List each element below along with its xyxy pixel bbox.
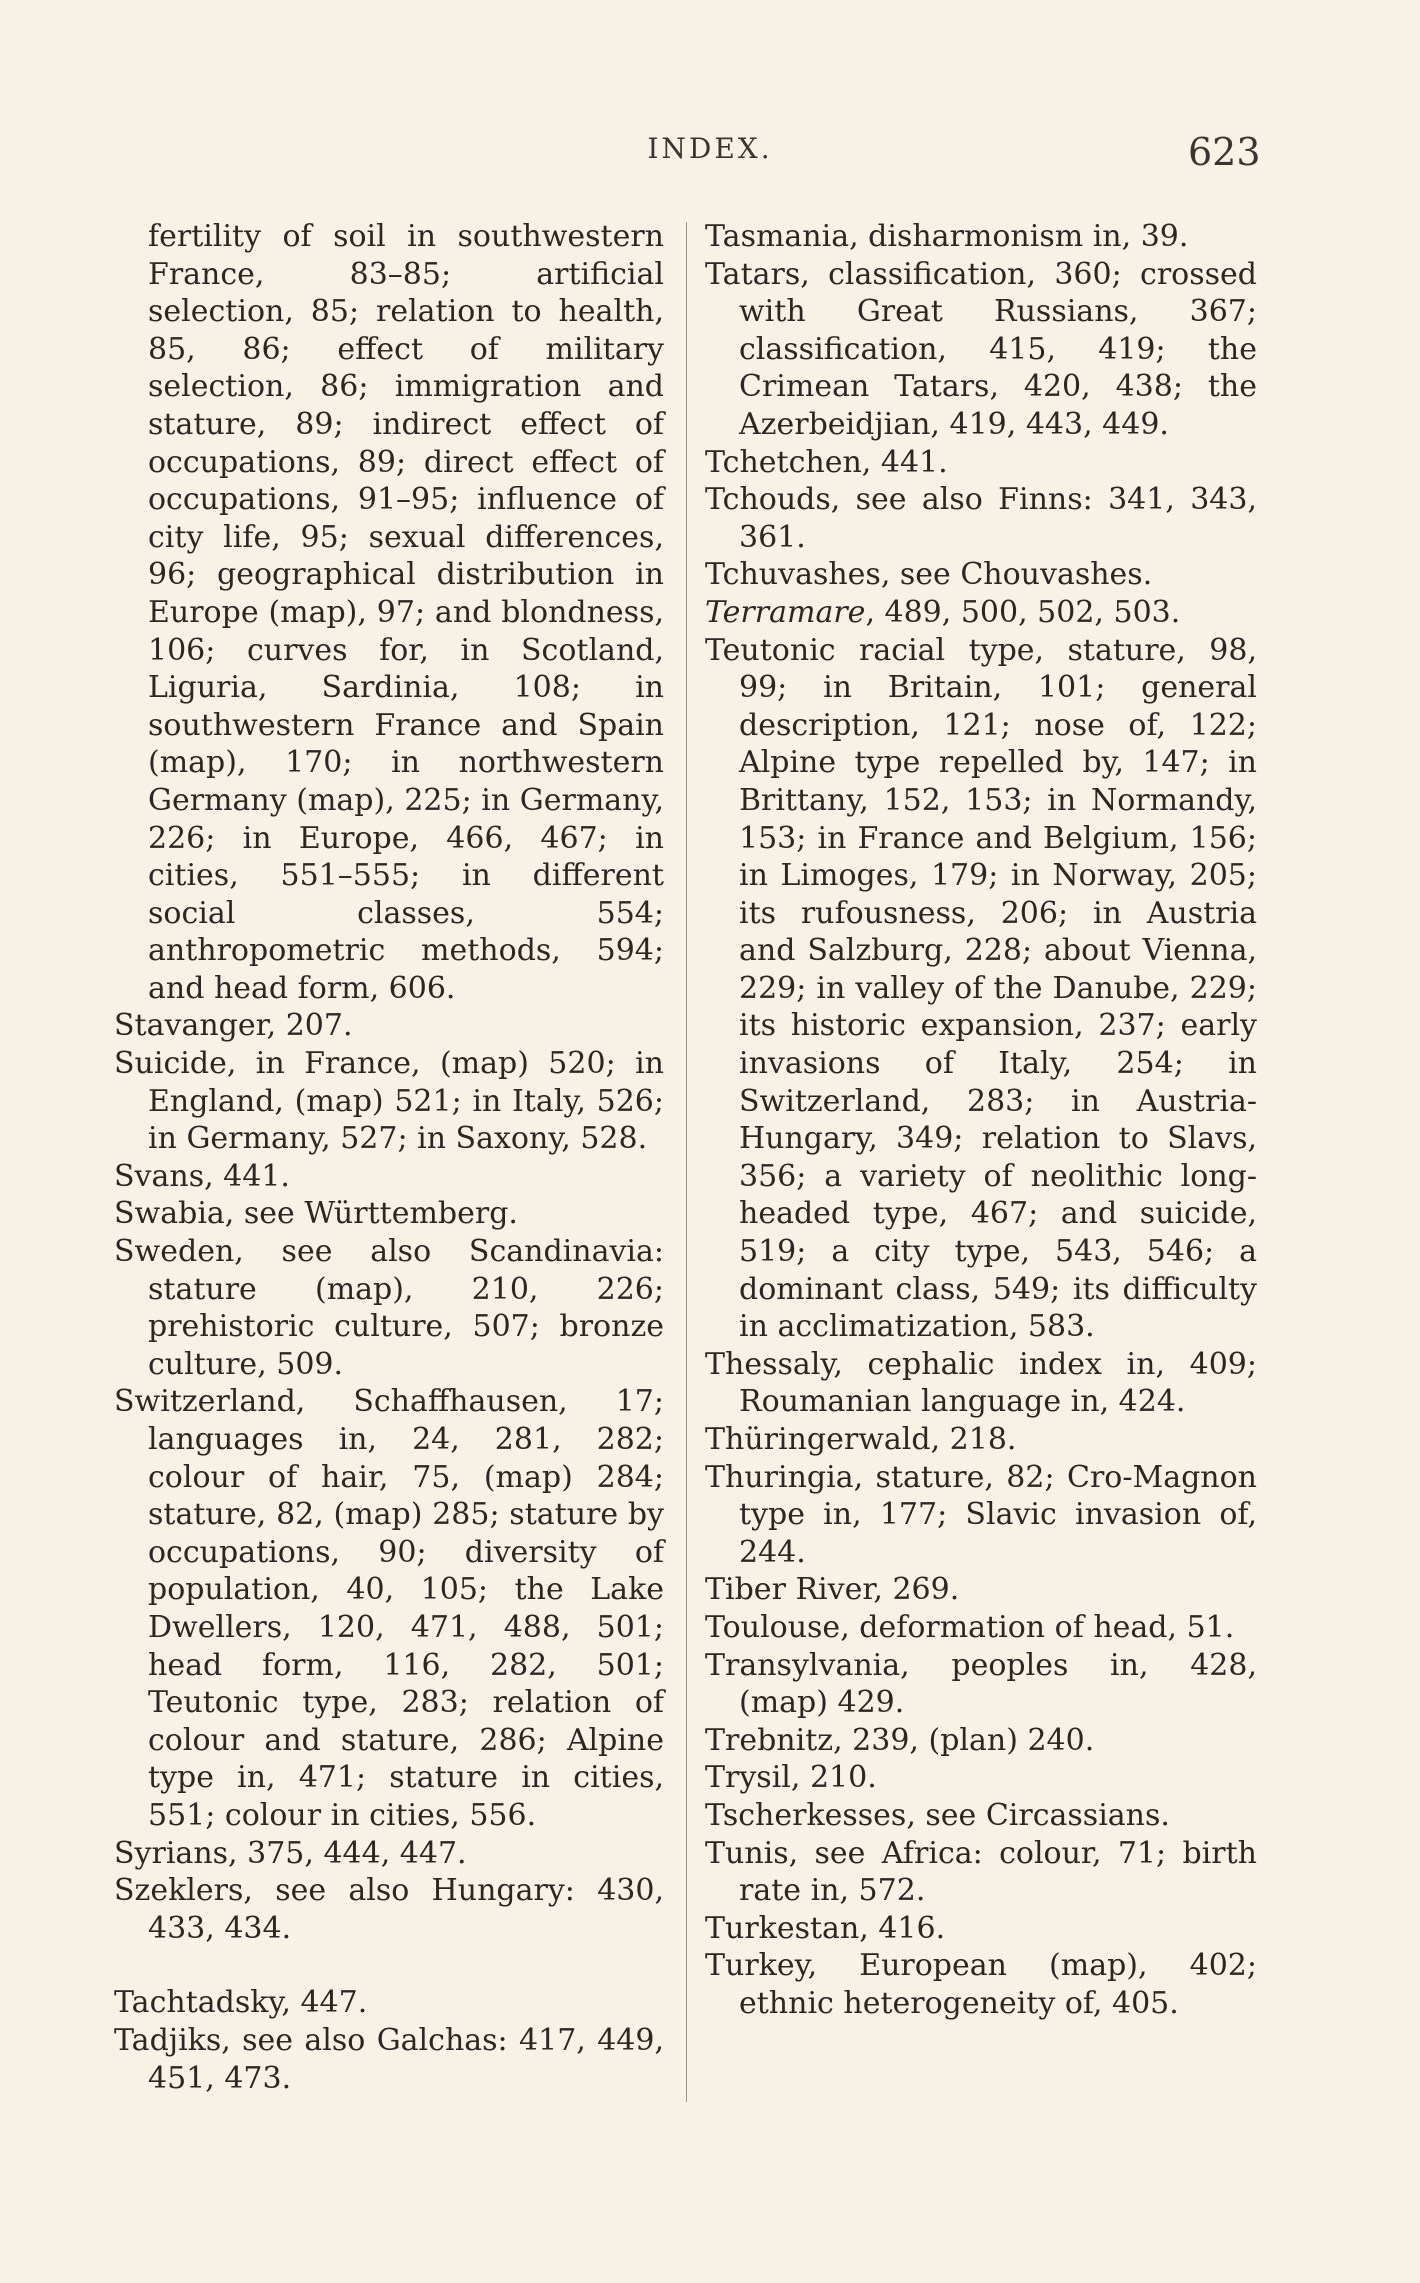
index-entry: Szeklers, see also Hungary: 430, 433, 434. (114, 1873, 664, 1946)
page-number: 623 (1188, 130, 1261, 174)
index-entry: Tatars, classification, 360; crossed with Great Russians, 367; classification, 415, 419; the Crimean Tatars, 420, 438; the Azerbeidjian, 419, 443, 449. (705, 256, 1257, 442)
index-entry: Syrians, 375, 444, 447. (114, 1835, 467, 1871)
index-entry: Suicide, in France, (map) 520; in England, (map) 521; in Italy, 526; in Germany, 527; in Saxony, 528. (114, 1046, 664, 1157)
index-entry: Trysil, 210. (705, 1760, 877, 1796)
index-entry: Tscherkesses, see Circassians. (705, 1797, 1170, 1833)
index-entry: Tchetchen, 441. (705, 444, 948, 480)
index-entry: Toulouse, deformation of head, 51. (705, 1609, 1235, 1645)
index-entry: Tadjiks, see also Galchas: 417, 449, 451, 473. (114, 2022, 664, 2096)
index-column-right (705, 218, 1257, 2023)
index-entry: Thessaly, cephalic index in, 409; Roumanian language in, 424. (705, 1346, 1257, 1420)
index-entry: Tchouds, see also Finns: 341, 343, 361. (705, 482, 1257, 555)
index-entry: Tachtadsky, 447. (114, 1985, 368, 2021)
index-entry: Transylvania, peoples in, 428, (map) 429. (705, 1647, 1257, 1721)
index-entry: Tiber River, 269. (705, 1572, 960, 1608)
index-entry: Swabia, see Württemberg. (114, 1196, 518, 1232)
index-entry: Trebnitz, 239, (plan) 240. (705, 1722, 1095, 1758)
index-entry: Switzerland, Schaffhausen, 17; languages in, 24, 281, 282; colour of hair, 75, (map) 284; stature, 82, (map) 285; stature by occupations, 90; diversity of population, 40, 105; the Lake Dwellers, 120, 471, 488, 501; head form, 116, 282, 501; Teutonic type, 283; relation of colour and stature, 286; Alpine type in, 471; stature in cities, 551; colour in cities, 556. (114, 1384, 664, 1833)
running-head: INDEX. (647, 132, 773, 165)
index-entry: Sweden, see also Scandinavia: stature (map), 210, 226; prehistoric culture, 507; bronze culture, 509. (114, 1234, 664, 1382)
index-entry-terramare: Terramare, 489, 500, 502, 503. (705, 594, 1181, 630)
index-entry: Tchuvashes, see Chouvashes. (705, 557, 1153, 593)
index-entry: Tasmania, disharmonism in, 39. (705, 219, 1189, 254)
index-entry: Tunis, see Africa: colour, 71; birth rate in, 572. (705, 1835, 1257, 1909)
index-entry: Teutonic racial type, stature, 98, 99; in Britain, 101; general description, 121; nose of, 122; Alpine type repelled by, 147; in Brittany, 152, 153; in Normandy, 153; in France and Belgium, 156; in Limoges, 179; in Norway, 205; its rufousness, 206; in Austria and Salzburg, 228; about Vienna, 229; in valley of the Danube, 229; its historic expansion, 237; early invasions of Italy, 254; in Switzerland, 283; in Austria-Hungary, 349; relation to Slavs, 356; a variety of neolithic long-headed type, 467; and suicide, 519; a city type, 543, 546; a dominant class, 549; its difficulty in acclimatization, 583. (705, 632, 1257, 1345)
italic-term: Terramare (705, 594, 866, 630)
index-entry: Thüringerwald, 218. (705, 1422, 1017, 1457)
index-column-left (114, 218, 664, 2097)
index-entry: Turkestan, 416. (705, 1910, 946, 1946)
index-entry: fertility of soil in southwestern France, 83–85; artificial selection, 85; relation to health, 85, 86; effect of military selection, 86; immigration and stature, 89; indirect effect of occupations, 89; direct effect of occupations, 91–95; influence of city life, 95; sexual differences, 96; geographical distribution in Europe (map), 97; and blondness, 106; curves for, in Scotland, Liguria, Sardinia, 108; in southwestern France and Spain (map), 170; in northwestern Germany (map), 225; in Germany, 226; in Europe, 466, 467; in cities, 551–555; in different social classes, 554; anthropometric methods, 594; and head form, 606. (148, 219, 664, 1006)
index-entry: Thuringia, stature, 82; Cro-Magnon type in, 177; Slavic invasion of, 244. (705, 1459, 1257, 1570)
index-entry: Svans, 441. (114, 1158, 290, 1194)
column-divider (686, 222, 687, 2102)
index-entry: Stavanger, 207. (114, 1008, 353, 1044)
index-entry: Turkey, European (map), 402; ethnic heterogeneity of, 405. (705, 1948, 1257, 2021)
